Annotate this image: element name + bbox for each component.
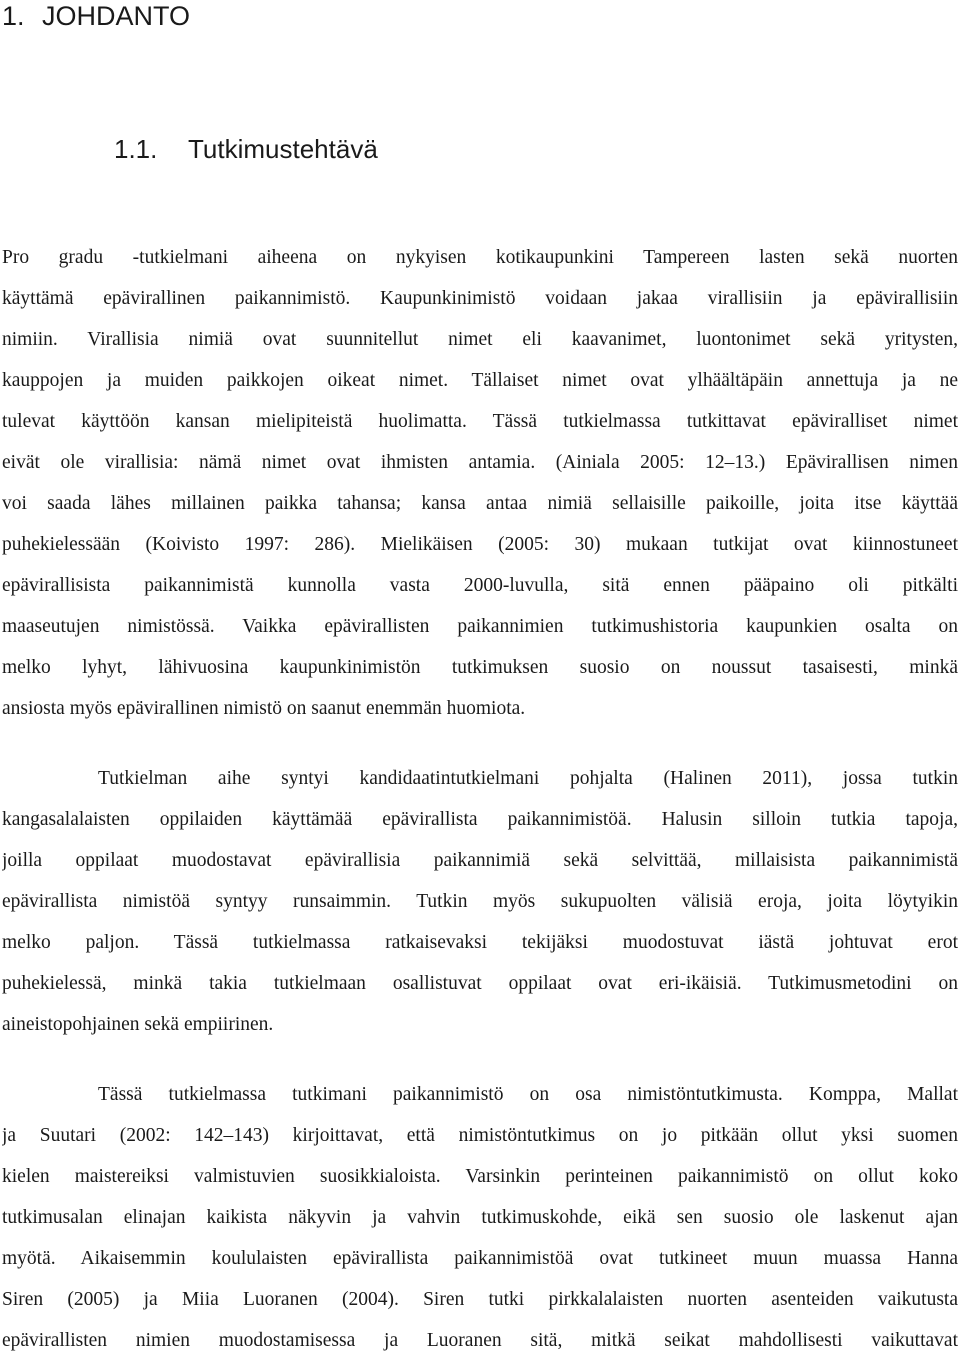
paragraph-2 xyxy=(2,758,958,1045)
text-line: kauppojen ja muiden paikkojen oikeat nimet. Tällaiset nimet ovat ylhäältäpäin annettuja ja ne xyxy=(2,370,958,391)
paragraph-1 xyxy=(2,237,958,729)
text-line: käyttämä epävirallinen paikannimistö. Kaupunkinimistö voidaan jakaa virallisiin ja epävirallisiin xyxy=(2,288,958,309)
chapter-title: JOHDANTO xyxy=(42,1,191,31)
text-line: puhekielessä, minkä takia tutkielmaan osallistuvat oppilaat ovat eri-ikäisiä. Tutkimusmetodini on xyxy=(2,973,958,994)
text-line: tulevat käyttöön kansan mielipiteistä huolimatta. Tässä tutkielmassa tutkittavat epäviralliset nimet xyxy=(2,411,958,432)
text-line: Tutkielman aihe syntyi kandidaatintutkielmani pohjalta (Halinen 2011), jossa tutkin xyxy=(98,768,958,789)
text-line: myötä. Aikaisemmin koululaisten epävirallista paikannimistöä ovat tutkineet muun muassa Hanna xyxy=(2,1248,958,1269)
text-line: nimiin. Virallisia nimiä ovat suunnitellut nimet eli kaavanimet, luontonimet sekä yritysten, xyxy=(2,329,958,350)
text-line: Siren (2005) ja Miia Luoranen (2004). Siren tutki pirkkalalaisten nuorten asenteiden vaikutusta xyxy=(2,1289,958,1310)
chapter-heading xyxy=(2,0,190,32)
text-line: epävirallista nimistöä syntyy runsaimmin. Tutkin myös sukupuolten välisiä eroja, joita löytyikin xyxy=(2,891,958,912)
text-line: kangasalalaisten oppilaiden käyttämää epävirallista paikannimistöä. Halusin silloin tutkia tapoja, xyxy=(2,809,958,830)
text-line: kielen maistereiksi valmistuvien suosikkialoista. Varsinkin perinteinen paikannimistö on ollut koko xyxy=(2,1166,958,1187)
text-line: melko lyhyt, lähivuosina kaupunkinimistön tutkimuksen suosio on noussut tasaisesti, minkä xyxy=(2,657,958,678)
text-line: ansiosta myös epävirallinen nimistö on saanut enemmän huomiota. xyxy=(2,698,526,719)
text-line: epävirallisten nimien muodostamisessa ja Luoranen sitä, mitkä seikat mahdollisesti vaikuttavat xyxy=(2,1330,958,1351)
text-line: tutkimusalan elinajan kaikista näkyvin ja vahvin tutkimuskohde, eikä sen suosio ole laskenut ajan xyxy=(2,1207,958,1228)
text-line: ja Suutari (2002: 142–143) kirjoittavat, että nimistöntutkimus on jo pitkään ollut yksi suomen xyxy=(2,1125,958,1146)
text-line: melko paljon. Tässä tutkielmassa ratkaisevaksi tekijäksi muodostuvat iästä johtuvat erot xyxy=(2,932,958,953)
paragraph-3 xyxy=(2,1074,958,1361)
text-line: Tässä tutkielmassa tutkimani paikannimistö on osa nimistöntutkimusta. Komppa, Mallat xyxy=(98,1084,958,1105)
text-line: epävirallisista paikannimistä kunnolla vasta 2000-luvulla, sitä ennen pääpaino oli pitkälti xyxy=(2,575,958,596)
text-line: maaseutujen nimistössä. Vaikka epävirallisten paikannimien tutkimushistoria kaupunkien osalta on xyxy=(2,616,958,637)
text-line: aineistopohjainen sekä empiirinen. xyxy=(2,1014,274,1035)
section-number: 1.1. xyxy=(114,134,158,164)
text-line: joilla oppilaat muodostavat epävirallisia paikannimiä sekä selvittää, millaisista paikannimistä xyxy=(2,850,958,871)
text-line: voi saada lähes millainen paikka tahansa; kansa antaa nimiä sellaisille paikoille, joita itse käyttää xyxy=(2,493,958,514)
text-line: puhekielessään (Koivisto 1997: 286). Mielikäisen (2005: 30) mukaan tutkijat ovat kiinnostuneet xyxy=(2,534,958,555)
section-title: Tutkimustehtävä xyxy=(188,134,378,164)
text-line: eivät ole virallisia: nämä nimet ovat ihmisten antamia. (Ainiala 2005: 12–13.) Epävirallisen nimen xyxy=(2,452,958,473)
chapter-number: 1. xyxy=(2,1,25,31)
text-line: Pro gradu -tutkielmani aiheena on nykyisen kotikaupunkini Tampereen lasten sekä nuorten xyxy=(2,247,958,268)
section-heading xyxy=(114,133,378,165)
